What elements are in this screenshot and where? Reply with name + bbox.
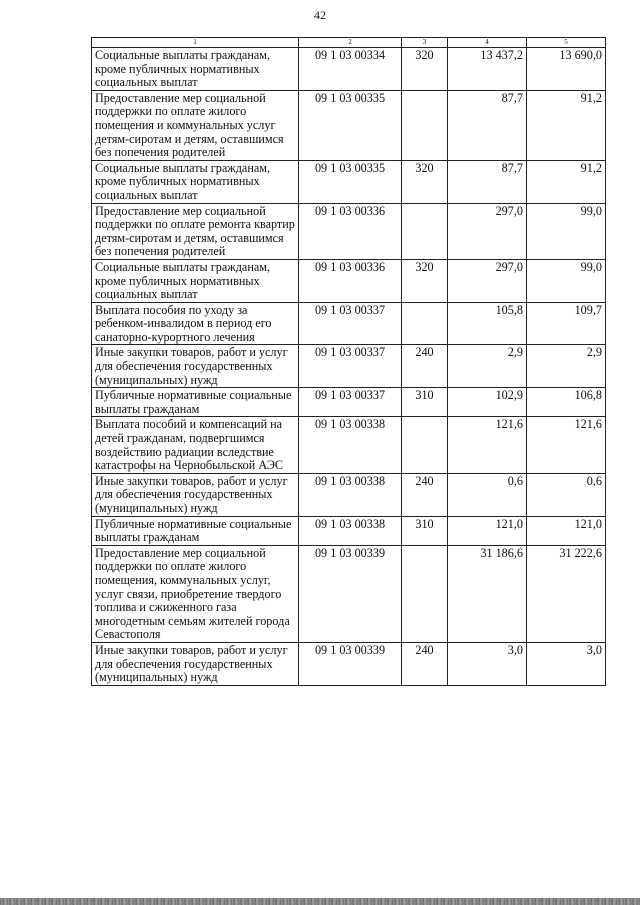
table-row: [92, 388, 606, 417]
target-article-code: 09 1 03 00337: [299, 388, 402, 417]
expense-type-code: 310: [402, 516, 448, 545]
row-name: Социальные выплаты гражданам, кроме публичных нормативных социальных выплат: [92, 160, 299, 203]
amount-year-2: 13 690,0: [527, 48, 606, 91]
target-article-code: 09 1 03 00338: [299, 473, 402, 516]
amount-year-1: 87,7: [448, 90, 527, 160]
amount-year-2: 121,0: [527, 516, 606, 545]
table-row: [92, 203, 606, 259]
table-row: [92, 302, 606, 345]
target-article-code: 09 1 03 00339: [299, 545, 402, 642]
target-article-code: 09 1 03 00336: [299, 259, 402, 302]
column-number-1: 1: [92, 38, 299, 48]
target-article-code: 09 1 03 00337: [299, 345, 402, 388]
expense-type-code: 240: [402, 642, 448, 685]
row-name: Социальные выплаты гражданам, кроме публичных нормативных социальных выплат: [92, 259, 299, 302]
column-number-3: 3: [402, 38, 448, 48]
amount-year-2: 99,0: [527, 259, 606, 302]
amount-year-2: 2,9: [527, 345, 606, 388]
target-article-code: 09 1 03 00338: [299, 417, 402, 473]
expense-type-code: 240: [402, 345, 448, 388]
row-name: Выплата пособия по уходу за ребенком-инвалидом в период его санаторно-курортного лечения: [92, 302, 299, 345]
page-number: 42: [314, 8, 326, 22]
row-name: Публичные нормативные социальные выплаты гражданам: [92, 516, 299, 545]
expense-type-code: [402, 545, 448, 642]
row-name: Предоставление мер социальной поддержки по оплате жилого помещения, коммунальных услуг, услуг связи, приобретение твердого топлива и сжиженного газа многодетным семьям жителей города Севастополя: [92, 545, 299, 642]
amount-year-1: 2,9: [448, 345, 527, 388]
amount-year-1: 3,0: [448, 642, 527, 685]
amount-year-2: 91,2: [527, 90, 606, 160]
amount-year-1: 0,6: [448, 473, 527, 516]
target-article-code: 09 1 03 00335: [299, 160, 402, 203]
table-row: [92, 473, 606, 516]
expense-type-code: 320: [402, 259, 448, 302]
expense-type-code: 320: [402, 48, 448, 91]
amount-year-1: 105,8: [448, 302, 527, 345]
amount-year-2: 109,7: [527, 302, 606, 345]
amount-year-1: 121,6: [448, 417, 527, 473]
row-name: Иные закупки товаров, работ и услуг для обеспечения государственных (муниципальных) нужд: [92, 473, 299, 516]
row-name: Иные закупки товаров, работ и услуг для обеспечения государственных (муниципальных) нужд: [92, 642, 299, 685]
expense-type-code: [402, 90, 448, 160]
row-name: Выплата пособий и компенсаций на детей гражданам, подвергшимся воздействию радиации вследствие катастрофы на Чернобыльской АЭС: [92, 417, 299, 473]
amount-year-2: 106,8: [527, 388, 606, 417]
amount-year-1: 87,7: [448, 160, 527, 203]
row-name: Предоставление мер социальной поддержки по оплате жилого помещения и коммунальных услуг детям-сиротам и детям, оставшимся без попечения родителей: [92, 90, 299, 160]
table-row: [92, 259, 606, 302]
scan-edge-artifact: [0, 898, 640, 905]
table-row: [92, 90, 606, 160]
amount-year-1: 297,0: [448, 259, 527, 302]
target-article-code: 09 1 03 00336: [299, 203, 402, 259]
amount-year-1: 13 437,2: [448, 48, 527, 91]
column-number-row: [92, 38, 606, 48]
row-name: Предоставление мер социальной поддержки по оплате ремонта квартир детям-сиротам и детям, оставшимся без попечения родителей: [92, 203, 299, 259]
amount-year-1: 102,9: [448, 388, 527, 417]
expense-type-code: 240: [402, 473, 448, 516]
table-row: [92, 642, 606, 685]
budget-table: [91, 37, 606, 686]
amount-year-2: 3,0: [527, 642, 606, 685]
column-number-4: 4: [448, 38, 527, 48]
expense-type-code: 320: [402, 160, 448, 203]
target-article-code: 09 1 03 00339: [299, 642, 402, 685]
row-name: Иные закупки товаров, работ и услуг для обеспечения государственных (муниципальных) нужд: [92, 345, 299, 388]
expense-type-code: [402, 417, 448, 473]
expense-type-code: [402, 302, 448, 345]
target-article-code: 09 1 03 00338: [299, 516, 402, 545]
amount-year-1: 31 186,6: [448, 545, 527, 642]
target-article-code: 09 1 03 00337: [299, 302, 402, 345]
table-row: [92, 345, 606, 388]
table-row: [92, 516, 606, 545]
row-name: Социальные выплаты гражданам, кроме публичных нормативных социальных выплат: [92, 48, 299, 91]
expense-type-code: [402, 203, 448, 259]
table-row: [92, 48, 606, 91]
amount-year-2: 91,2: [527, 160, 606, 203]
amount-year-1: 297,0: [448, 203, 527, 259]
amount-year-2: 0,6: [527, 473, 606, 516]
column-number-5: 5: [527, 38, 606, 48]
row-name: Публичные нормативные социальные выплаты гражданам: [92, 388, 299, 417]
expense-type-code: 310: [402, 388, 448, 417]
amount-year-2: 99,0: [527, 203, 606, 259]
target-article-code: 09 1 03 00335: [299, 90, 402, 160]
table-row: [92, 545, 606, 642]
table-row: [92, 417, 606, 473]
column-number-2: 2: [299, 38, 402, 48]
table-row: [92, 160, 606, 203]
amount-year-1: 121,0: [448, 516, 527, 545]
target-article-code: 09 1 03 00334: [299, 48, 402, 91]
amount-year-2: 121,6: [527, 417, 606, 473]
amount-year-2: 31 222,6: [527, 545, 606, 642]
